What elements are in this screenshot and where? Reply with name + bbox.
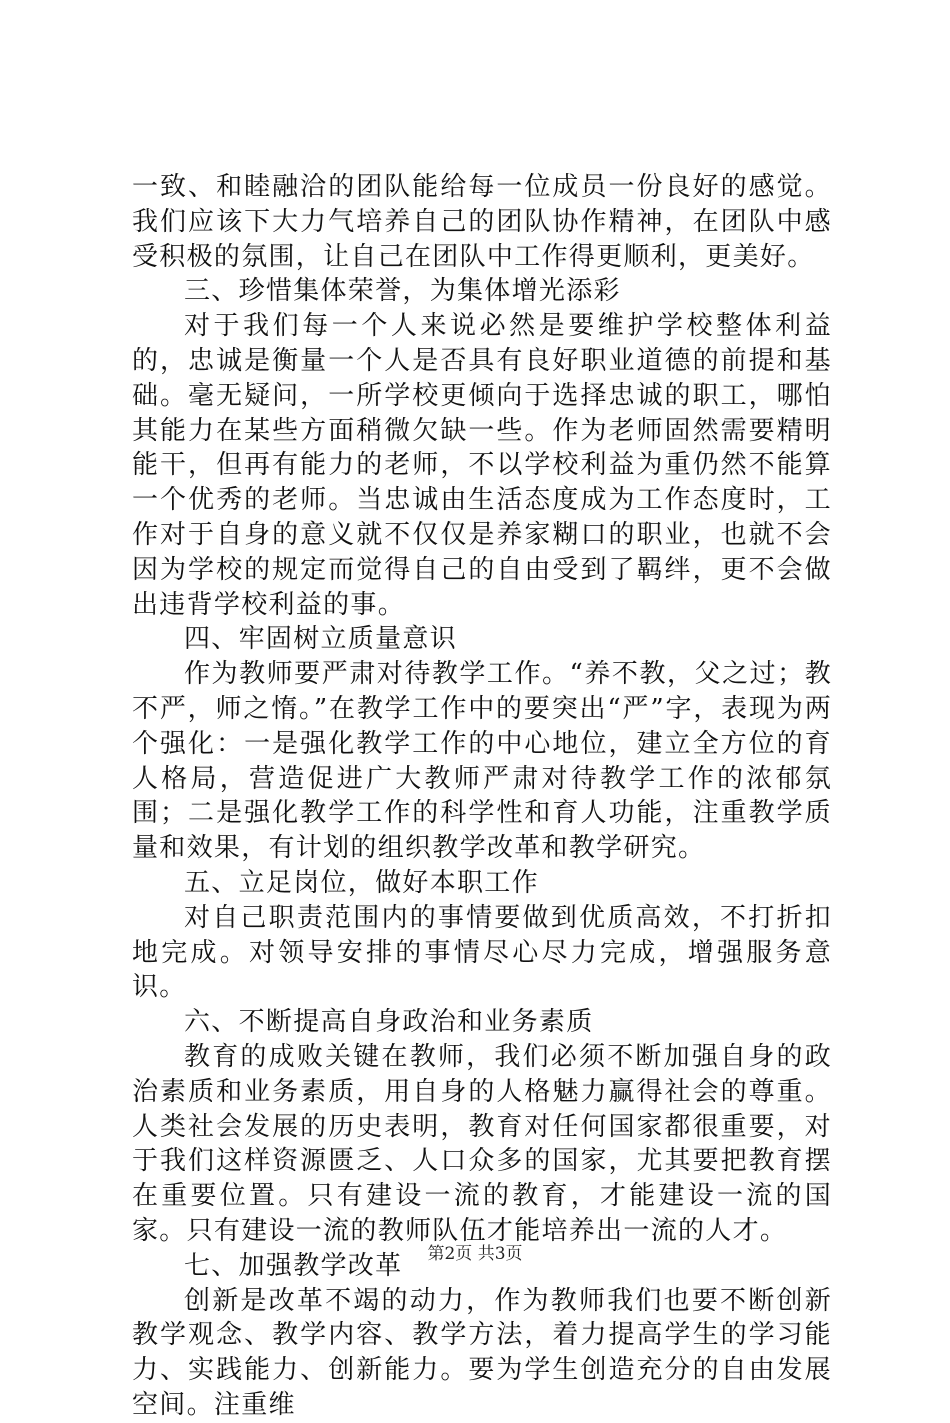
paragraph-quality-of-teachers: 教育的成败关键在教师，我们必须不断加强自身的政治素质和业务素质，用自身的人格魅力赢得社会的尊重。人类社会发展的历史表明，教育对任何国家都很重要，对于我们这样资源匮乏、人口众多的国家，尤其要把教育摆在重要位置。只有建设一流的教育，才能建设一流的国家。只有建设一流的教师队伍才能培养出一流的人才。 bbox=[132, 1041, 832, 1246]
section-heading-4: 四、牢固树立质量意识 bbox=[184, 624, 458, 655]
paragraph-reform: 创新是改革不竭的动力，作为教师我们也要不断创新教学观念、教学内容、教学方法，着力提高学生的学习能力、实践能力、创新能力。要为学生创造充分的自由发展空间。注重维 bbox=[132, 1285, 832, 1420]
section-heading-5: 五、立足岗位，做好本职工作 bbox=[184, 867, 539, 898]
page-number-footer: 第2页 共3页 bbox=[427, 1244, 523, 1264]
paragraph-duty: 对自己职责范围内的事情要做到优质高效，不打折扣地完成。对领导安排的事情尽心尽力完成，增强服务意识。 bbox=[132, 902, 832, 1003]
document-body bbox=[132, 170, 832, 1423]
section-heading-6: 六、不断提高自身政治和业务素质 bbox=[184, 1007, 594, 1038]
section-heading-7: 七、加强教学改革 bbox=[184, 1250, 403, 1281]
section-heading-3: 三、珍惜集体荣誉，为集体增光添彩 bbox=[184, 276, 621, 307]
paragraph-quality: 作为教师要严肃对待教学工作。“养不教，父之过；教不严，师之惰。”在教学工作中的要突出“严”字，表现为两个强化：一是强化教学工作的中心地位，建立全方位的育人格局，营造促进广大教师严肃对待教学工作的浓郁氛围；二是强化教学工作的科学性和育人功能，注重教学质量和效果，有计划的组织教学改革和教学研究。 bbox=[132, 659, 832, 864]
paragraph-continuation: 一致、和睦融洽的团队能给每一位成员一份良好的感觉。我们应该下大力气培养自己的团队协作精神，在团队中感受积极的氛围，让自己在团队中工作得更顺利，更美好。 bbox=[132, 172, 832, 272]
paragraph-loyalty: 对于我们每一个人来说必然是要维护学校整体利益的，忠诚是衡量一个人是否具有良好职业道德的前提和基础。毫无疑问，一所学校更倾向于选择忠诚的职工，哪怕其能力在某些方面稍微欠缺一些。作为老师固然需要精明能干，但再有能力的老师，不以学校利益为重仍然不能算一个优秀的老师。当忠诚由生活态度成为工作态度时，工作对于自身的意义就不仅仅是养家糊口的职业，也就不会因为学校的规定而觉得自己的自由受到了羁绊，更不会做出违背学校利益的事。 bbox=[132, 311, 832, 620]
